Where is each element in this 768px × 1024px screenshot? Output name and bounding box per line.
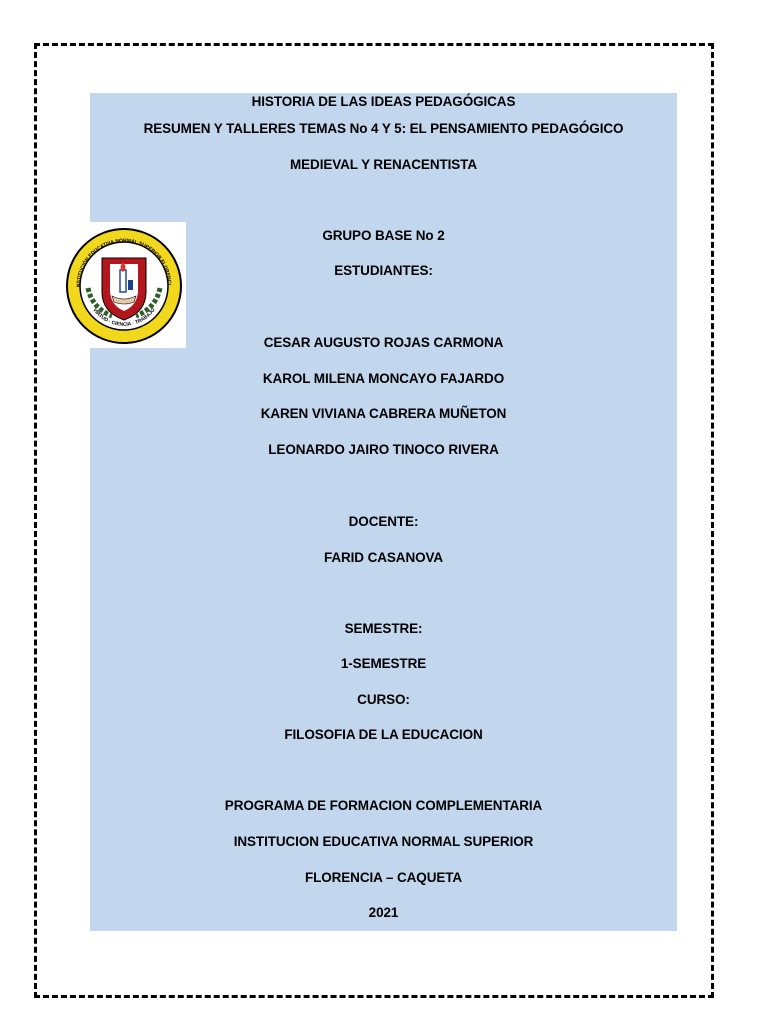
semester-label: SEMESTRE: [344,621,423,636]
year: 2021 [368,905,399,920]
topic-title: RESUMEN Y TALLERES TEMAS No 4 Y 5: EL PENSAMIENTO PEDAGÓGICO [143,121,624,136]
course-label: CURSO: [357,692,410,707]
teacher-name: FARID CASANOVA [323,550,444,565]
logo-ring-text-bottom: VIRTUD · CIENCIA · TRABAJO [91,307,157,328]
program-name: PROGRAMA DE FORMACION COMPLEMENTARIA [224,798,543,813]
logo-ring-text-top: NSTITUCIÓN EDUCATIVA NORMAL SUPERIOR FLORENCI [75,237,172,288]
course-value: FILOSOFIA DE LA EDUCACION [284,727,483,742]
course-title: HISTORIA DE LAS IDEAS PEDAGÓGICAS [251,94,516,109]
topic-subtitle: MEDIEVAL Y RENACENTISTA [290,157,477,172]
student-name: KAROL MILENA MONCAYO FAJARDO [262,371,505,386]
semester-value: 1-SEMESTRE [340,656,427,671]
student-name: KAREN VIVIANA CABRERA MUÑETON [260,406,507,421]
student-name: LEONARDO JAIRO TINOCO RIVERA [268,442,499,457]
teacher-label: DOCENTE: [348,514,419,529]
students-label: ESTUDIANTES: [334,263,433,278]
group-name: GRUPO BASE No 2 [322,228,445,243]
location: FLORENCIA – CAQUETA [304,870,463,885]
student-name: CESAR AUGUSTO ROJAS CARMONA [263,335,504,350]
institution-name: INSTITUCION EDUCATIVA NORMAL SUPERIOR [233,834,534,849]
